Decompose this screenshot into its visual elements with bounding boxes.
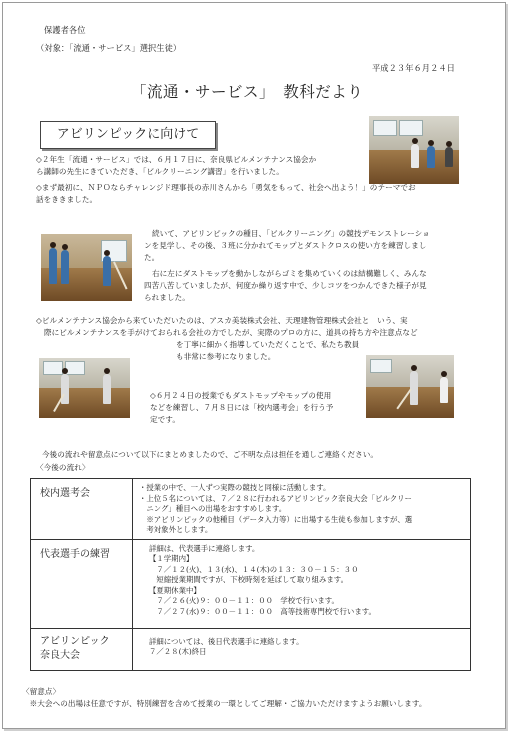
row-body: 詳細については、後日代表選手に連絡します。 ７／２８(木)終日	[133, 628, 471, 670]
paragraph-4: 右に左にダストモップを動かしながらゴミを集めていくのは結構難しく、みんな 四苦八苦していましたが、何度か繰り返す中で、少しコツをつかんできた様子が見 られました。	[144, 269, 427, 302]
schedule-table	[30, 478, 471, 671]
photo-cleaning-demo	[369, 116, 459, 184]
paragraph-6: ◇６月２４日の授業でもダストモップやモップの使用 などを練習し、７月８日には「校内選考会」を行う予 定です。	[150, 391, 334, 424]
notes-label: 〈留意点〉	[22, 687, 61, 696]
row-label: アビリンピック 奈良大会	[31, 628, 133, 670]
paragraph-2: ◇まず最初に、ＮＰＯならチャレンジド理事長の赤川さんから「勇気をもって、社会へ出よう！」のテーマでお 話をききました。	[36, 183, 416, 204]
schedule-row-nara-tournament	[31, 628, 471, 670]
date-line: 平成２３年６月２４日	[372, 63, 455, 73]
schedule-row-selection	[31, 479, 471, 540]
section-heading: アビリンピックに向けて	[40, 121, 216, 149]
photo-students-mopping	[39, 358, 130, 418]
photo-mop-practice	[41, 234, 132, 301]
row-label: 校内選考会	[31, 479, 133, 540]
page-title: 「流通・サービス」 教科だより	[131, 83, 364, 101]
notes-text: ※大会への出場は任意ですが、特別練習を含めて授業の一環としてご理解・ご協力いただけますようお願いします。	[22, 699, 427, 708]
summary-text: 今後の流れや留意点について以下にまとめましたので、ご不明な点は担任を通しご連絡ください。	[42, 450, 379, 459]
row-label: 代表選手の練習	[31, 539, 133, 628]
recipient-line: 保護者各位	[44, 25, 86, 35]
paragraph-3: 続いて、アビリンピックの種目、「ビルクリーニング」の競技デモンストレーショ ンを見学し、その後、３班に分かれてモップとダストクロスの使い方を練習しまし た。	[144, 229, 430, 262]
photo-dust-mop	[366, 355, 454, 418]
paragraph-1: ◇２年生「流通・サービス」では、６月１７日に、奈良県ビルメンテナンス協会か ら講師の先生にきていただき、「ビルクリーニング講習」を行いました。	[36, 155, 317, 176]
target-line: （対象：「流通・サービス」選択生徒）	[36, 43, 182, 53]
paragraph-5: ◇ビルメンテナンス協会から来ていただいたのは、アスカ美装株式会社、天理建物管理株式会社と いう、実 際にビルメンテナンスを手がけておられる会社の方でしたが、実際のプロの方に、道具の持ち方や注意点など を丁寧に細かく指導していただくことで、私たち教員 も非常に参考になりました。	[36, 316, 418, 361]
schedule-row-practice	[31, 539, 471, 628]
row-body: 詳細は、代表選手に連絡します。 【１学期内】 ７／１２(火)、１３(水)、１４(木)の１３：３０－１５：３０ 短縮授業期間ですが、下校時刻を延ばして取り組みます。 【夏期休業中】 ７／２６(火)９：００－１１：００ 学校で行います。 ７／２７(水)９：００－１１：００ 高等技術専門校で行います。	[133, 539, 471, 628]
flow-label: 〈今後の流れ〉	[36, 463, 90, 472]
row-body: ・授業の中で、一人ずつ実際の競技と同様に活動します。 ・上位５名については、７／２８に行われるアビリンピック奈良大会「ビルクリー ニング」種目への出場をおすすめします。 ※アビリンピックの他種目（データ入力等）に出場する生徒も参加しますが、選 考対象外とします。	[133, 479, 471, 540]
